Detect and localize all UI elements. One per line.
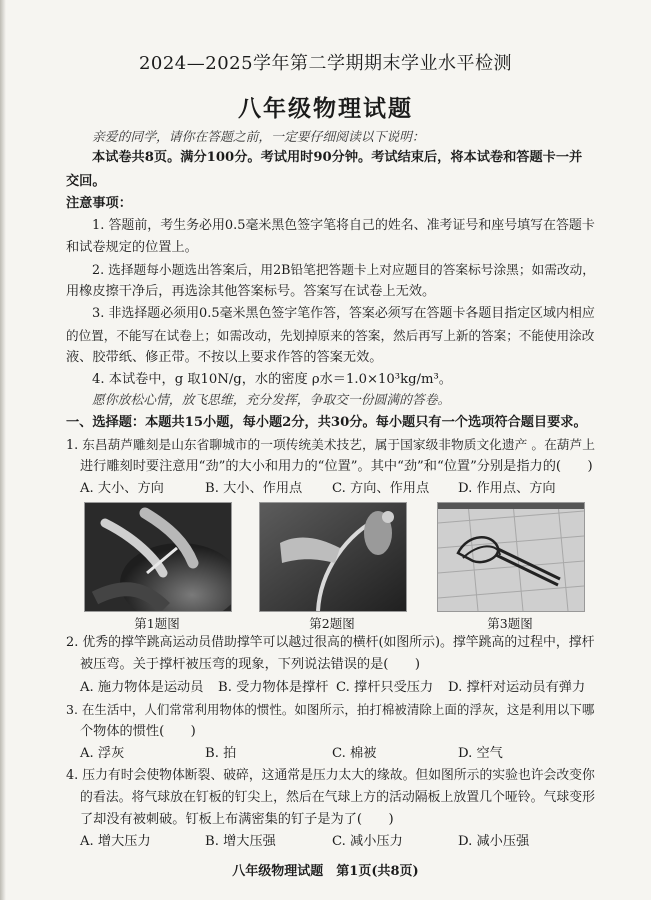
q2-line-1: 2. 优秀的撑竿跳高运动员借助撑竿可以越过很高的横杆(如图所示)。撑竿跳高的过程中，撑杆 [66, 635, 595, 650]
q1-line-1: 1. 东昌葫芦雕刻是山东省聊城市的一项传统美术技艺，属于国家级非物质文化遗产 。在葫芦上 [66, 437, 595, 452]
figure-3-caption: 第3题图 [487, 616, 533, 631]
greeting-text: 亲爱的同学，请你在答题之前，一定要仔细阅读以下说明： [92, 130, 425, 145]
wish-text: 愿你放松心情，放飞思维，充分发挥，争取交一份圆满的答卷。 [92, 393, 451, 408]
info-line-1: 本试卷共8页。满分100分。考试用时90分钟。考试结束后，将本试卷和答题卡一并 [92, 150, 583, 165]
note-3-line-3: 液、胶带纸、修正带。不按以上要求作答的答案无效。 [66, 350, 383, 365]
figure-2-image [259, 502, 407, 612]
note-3-line-2: 的位置，不能写在试卷上；如需改动，先划掉原来的答案，然后再写上新的答案；不能使用涂改 [66, 328, 595, 343]
figure-3-image [437, 502, 585, 612]
pole-vault-photo [260, 503, 406, 611]
q2-option-c: C. 撑杆只受压力 [336, 680, 434, 695]
q2-option-a: A. 施力物体是运动员 [80, 680, 204, 695]
paper-title: 八年级物理试题 [238, 96, 413, 122]
q4-option-b: B. 增大压强 [205, 834, 276, 849]
q3-line-1: 3. 在生活中，人们常常利用物体的惯性。如图所示，拍打棉被清除上面的浮灰，这是利用以下哪 [66, 702, 595, 717]
q1-option-b: B. 大小、作用点 [205, 481, 303, 496]
note-1-line-2: 和试卷规定的位置上。 [66, 240, 198, 255]
q4-line-3: 了却没有被刺破。钉板上布满密集的钉子是为了( ) [80, 812, 394, 827]
q1-line-2: 进行雕刻时要注意用“劲”的大小和用力的“位置”。其中“劲”和“位置”分别是指力的( ) [80, 459, 593, 474]
q3-option-c: C. 棉被 [332, 746, 377, 761]
q3-option-d: D. 空气 [458, 746, 503, 761]
note-3-line-1: 3. 非选择题必须用0.5毫米黑色签字笔作答，答案必须写在答题卡各题目指定区域内相应 [92, 306, 595, 321]
note-2-line-2: 用橡皮擦干净后，再选涂其他答案标号。答案写在试卷上无效。 [66, 284, 436, 299]
info-line-2: 交回。 [66, 174, 106, 189]
q4-option-d: D. 减小压强 [458, 834, 530, 849]
q1-option-c: C. 方向、作用点 [332, 481, 430, 496]
q1-option-a: A. 大小、方向 [80, 481, 164, 496]
q1-option-d: D. 作用点、方向 [458, 481, 556, 496]
note-4: 4. 本试卷中，g 取10N/g，水的密度 ρ水＝1.0×10³kg/m³。 [92, 372, 452, 387]
q4-option-a: A. 增大压力 [80, 834, 151, 849]
q4-line-1: 4. 压力有时会使物体断裂、破碎，这通常是压力太大的缘故。但如图所示的实验也许会改变你 [66, 768, 595, 783]
section-1-heading: 一、选择题：本题共15小题，每小题2分，共30分。每小题只有一个选项符合题目要求。 [66, 415, 587, 430]
scan-edge-shadow [0, 0, 6, 900]
q4-line-2: 的看法。将气球放在钉板的钉尖上，然后在气球上方的活动隔板上放置几个哑铃。气球变形 [80, 790, 596, 805]
q3-option-a: A. 浮灰 [80, 746, 125, 761]
quilt-beater-photo [438, 503, 584, 611]
note-1-line-1: 1. 答题前，考生务必用0.5毫米黑色签字笔将自己的姓名、准考证号和座号填写在答题卡 [92, 218, 595, 233]
q3-line-2: 个物体的惯性( ) [80, 724, 196, 739]
q2-option-b: B. 受力物体是撑杆 [218, 680, 329, 695]
figure-1-image [84, 502, 232, 612]
note-2-line-1: 2. 选择题每小题选出答案后，用2B铅笔把答题卡上对应题目的答案标号涂黑；如需改动， [92, 262, 595, 277]
exam-title: 2024—2025学年第二学期期末学业水平检测 [138, 53, 513, 74]
gourd-carving-photo [85, 503, 231, 611]
page-footer: 八年级物理试题 第1页(共8页) [232, 864, 419, 879]
notes-title: 注意事项： [66, 196, 132, 211]
figure-2-caption: 第2题图 [309, 616, 355, 631]
q3-option-b: B. 拍 [205, 746, 237, 761]
q2-option-d: D. 撑杆对运动员有弹力 [448, 680, 586, 695]
q2-line-2: 被压弯。关于撑杆被压弯的现象，下列说法错误的是( ) [80, 657, 420, 672]
q4-option-c: C. 减小压力 [332, 834, 403, 849]
figure-1-caption: 第1题图 [134, 616, 180, 631]
